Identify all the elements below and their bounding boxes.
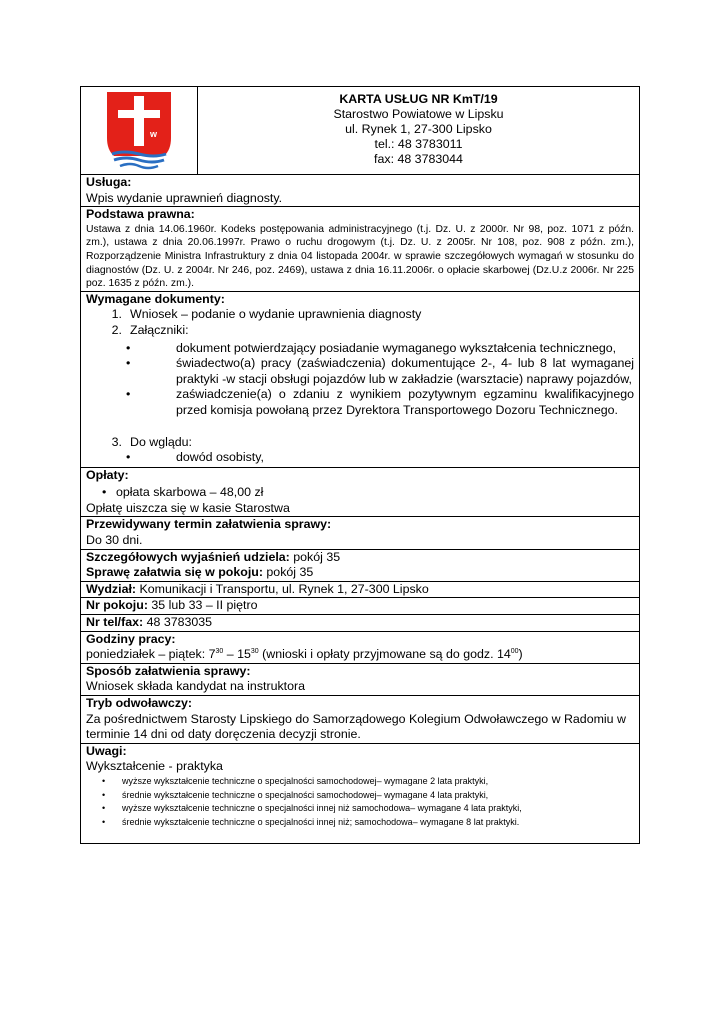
oplaty-label: Opłaty: xyxy=(86,467,129,482)
list-item: • dokument potwierdzający posiadanie wymaganego wykształcenia technicznego, xyxy=(126,340,617,355)
godziny-label: Godziny pracy: xyxy=(86,631,176,646)
bullet-icon: • xyxy=(102,775,106,786)
office-tel: tel.: 48 3783011 xyxy=(374,137,463,151)
list-item: • wyższe wykształcenie techniczne o specjalności innej niż samochodowa– wymagane 4 lata praktyki, xyxy=(86,802,634,816)
office-fax: fax: 48 3783044 xyxy=(374,152,463,166)
podstawa-label: Podstawa prawna: xyxy=(86,207,195,222)
wydzial-value: Komunikacji i Transportu, ul. Rynek 1, 27-300 Lipsko xyxy=(136,581,429,596)
row-godziny xyxy=(81,632,639,664)
list-item: • zaświadczenie(a) o zdaniu z wynikiem pozytywnym egzaminu kwalifikacyjnego przed komisja powołaną przez Dyrektora Transportowego Dozoru Technicznego. xyxy=(126,387,634,417)
pokoj-label: Sprawę załatwia się w pokoju: xyxy=(86,565,263,580)
row-tryb xyxy=(81,696,639,744)
list-item: • dowód osobisty, xyxy=(126,450,264,465)
office-name: Starostwo Powiatowe w Lipsku xyxy=(333,107,504,121)
bullet-icon: • xyxy=(102,485,107,500)
list-item: 1. Wniosek – podanie o wydanie uprawnienia diagnosty xyxy=(111,307,422,322)
row-nrpokoju xyxy=(81,598,639,615)
nrpokoju-label: Nr pokoju: xyxy=(86,598,148,613)
item-text: Wniosek – podanie o wydanie uprawnienia diagnosty xyxy=(130,307,422,322)
list-item: • średnie wykształcenie techniczne o specjalności innej niż; samochodowa– wymagane 8 lat praktyki. xyxy=(86,816,634,830)
list-item: 2. Załączniki: xyxy=(111,322,189,337)
podstawa-value: Ustawa z dnia 14.06.1960r. Kodeks postępowania administracyjnego (t.j. Dz. U. z 2000r. Nr 98, poz. 1071 z późn. zm.), ustawa z dnia 20.06.1997r. Prawo o ruchu drogowym (t.j. Dz. U. z 2005r. Nr 108, poz. 908 z późn. zm.), Rozporządzenie Ministra Infrastruktury z dnia 04 listopada 2004r. w sprawie szczegółowych wymagań w stosunku do diagnostów (Dz. U. z 2004r. Nr 246, poz. 2469), ustawa z dnia 16.11.2006r. o opłacie skarbowej (Dz.U.z 2006r. Nr 225 poz. 1635 z późn. zm.). xyxy=(86,223,634,290)
list-item: • wyższe wykształcenie techniczne o specjalności samochodowej– wymagane 2 lata praktyki, xyxy=(86,775,634,789)
svg-text:w: w xyxy=(150,128,158,139)
nrtel-label: Nr tel/fax: xyxy=(86,615,144,630)
bullet-icon: • xyxy=(102,789,106,800)
coat-of-arms-icon xyxy=(104,90,174,172)
service-card xyxy=(80,86,640,844)
wyjasnien-value: pokój 35 xyxy=(289,549,341,564)
usluga-label: Usługa: xyxy=(86,175,132,189)
bullet-icon: • xyxy=(126,450,131,465)
header-text xyxy=(198,87,639,174)
nrtel-value: 48 3783035 xyxy=(143,615,213,630)
bullet-icon: • xyxy=(102,816,106,827)
row-oplaty xyxy=(81,468,639,518)
row-wydzial xyxy=(81,582,639,599)
item-text: Do wglądu: xyxy=(130,434,192,449)
usluga-value: Wpis wydanie uprawnień diagnosty. xyxy=(86,190,283,205)
dokumenty-label: Wymagane dokumenty: xyxy=(86,291,225,306)
row-sposob xyxy=(81,664,639,696)
bullet-icon: • xyxy=(126,356,131,371)
row-termin xyxy=(81,517,639,549)
wydzial-label: Wydział: xyxy=(86,581,137,596)
uwagi-label: Uwagi: xyxy=(86,743,127,758)
termin-value: Do 30 dni. xyxy=(86,533,143,548)
pokoj-value: pokój 35 xyxy=(262,565,314,580)
termin-label: Przewidywany termin załatwienia sprawy: xyxy=(86,517,332,532)
uwagi-intro: Wykształcenie - praktyka xyxy=(86,759,223,774)
nrpokoju-value: 35 lub 33 – II piętro xyxy=(147,598,258,613)
sposob-value: Wniosek składa kandydat na instruktora xyxy=(86,679,306,694)
list-item: • opłata skarbowa – 48,00 zł xyxy=(102,485,264,500)
row-wyjasnien xyxy=(81,550,639,582)
row-podstawa xyxy=(81,207,639,292)
card-title: KARTA USŁUG NR KmT/19 xyxy=(339,92,498,106)
oplaty-note: Opłatę uiszcza się w kasie Starostwa xyxy=(86,500,290,515)
godziny-value: poniedziałek – piątek: $7^{30} - 15^{30}$ (wnioski i opłaty przyjmowane są do godz. $14^{00}$) xyxy=(86,647,523,662)
card-header xyxy=(81,87,639,175)
list-item: • średnie wykształcenie techniczne o specjalności samochodowej– wymagane 4 lata praktyki, xyxy=(86,789,634,803)
office-address: ul. Rynek 1, 27-300 Lipsko xyxy=(345,122,492,136)
list-item: • świadectwo(a) pracy (zaświadczenia) dokumentujące 2-, 4- lub 8 lat wymaganej praktyki -w stacji obsługi pojazdów lub w zakładzie (warsztacie) naprawy pojazdów, xyxy=(126,356,634,386)
row-nrtel xyxy=(81,615,639,632)
item-text: Załączniki: xyxy=(130,322,189,337)
sposob-label: Sposób załatwienia sprawy: xyxy=(86,663,251,678)
bullet-icon: • xyxy=(102,803,106,814)
tryb-value: Za pośrednictwem Starosty Lipskiego do Samorządowego Kolegium Odwoławczego w Radomiu w terminie 14 dni od daty doręczenia decyzji stronie. xyxy=(86,711,626,742)
wyjasnien-label: Szczegółowych wyjaśnień udziela: xyxy=(86,549,290,564)
list-item: 3. Do wglądu: xyxy=(111,434,192,449)
logo-cell xyxy=(81,87,198,174)
row-uwagi xyxy=(81,744,639,844)
row-dokumenty xyxy=(81,292,639,468)
row-usluga xyxy=(81,175,639,207)
bullet-icon: • xyxy=(126,340,131,355)
tryb-label: Tryb odwoławczy: xyxy=(86,696,193,710)
bullet-icon: • xyxy=(126,387,131,402)
